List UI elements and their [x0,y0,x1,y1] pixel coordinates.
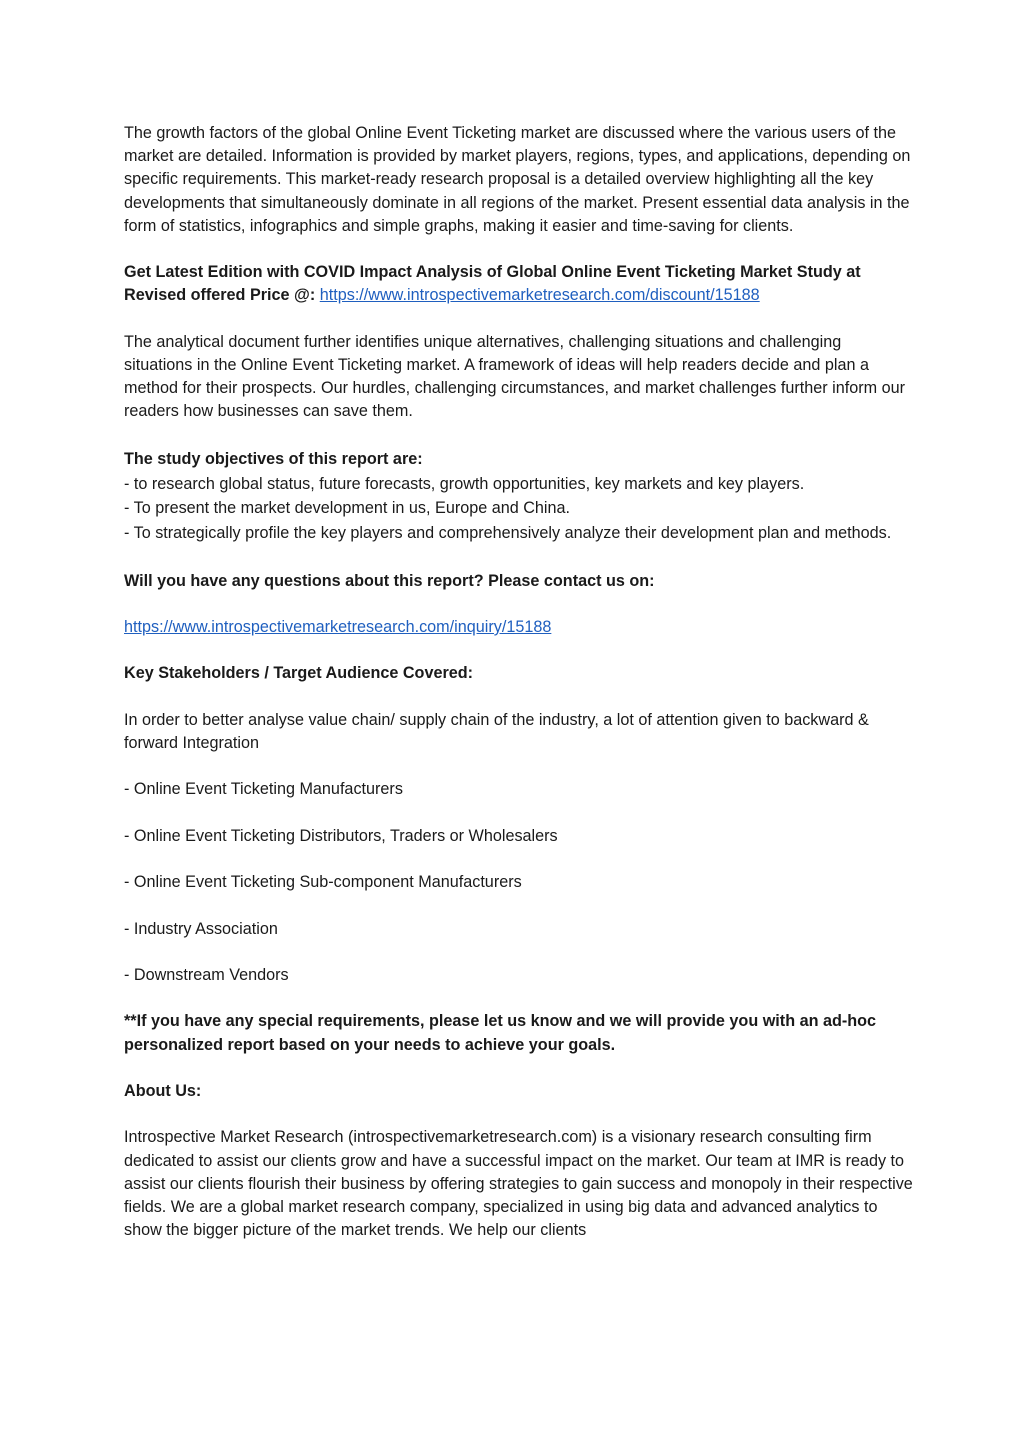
document-page [124,122,914,1266]
analysis-paragraph: The analytical document further identifies unique alternatives, challenging situations and challenging situations in the Online Event Ticketing market. A framework of ideas will help readers decide and plan a method for their prospects. Our hurdles, challenging circumstances, and market challenges further inform our readers how businesses can save them. [124,332,905,421]
contact-link-paragraph [124,616,914,639]
stakeholder-item: - Downstream Vendors [124,965,289,984]
about-paragraph: Introspective Market Research (introspectivemarketresearch.com) is a visionary research consulting firm dedicated to assist our clients grow and have a successful impact on the market. Our team at IMR is ready to assist our clients flourish their business by offering strategies to gain success and monopoly in their respective fields. We are a global market research company, specialized in using big data and advanced analytics to show the bigger picture of the market trends. We help our clients [124,1128,913,1240]
discount-link[interactable]: https://www.introspectivemarketresearch.com/discount/15188 [319,286,760,305]
stakeholders-heading: Key Stakeholders / Target Audience Covered: [124,664,474,683]
stakeholder-item: - Industry Association [124,919,278,938]
objectives-heading: The study objectives of this report are: [124,449,423,468]
stakeholder-item: - Online Event Ticketing Sub-component Manufacturers [124,873,522,892]
special-requirements-note: **If you have any special requirements, please let us know and we will provide you with an ad-hoc personalized report based on your needs to achieve your goals. [124,1012,877,1054]
objectives-section [124,447,914,546]
objective-item: - To strategically profile the key players and comprehensively analyze their development plan and methods. [124,523,892,542]
stakeholder-item: - Online Event Ticketing Manufacturers [124,780,403,799]
contact-question: Will you have any questions about this report? Please contact us on: [124,571,655,590]
objective-item: - To present the market development in us, Europe and China. [124,499,571,518]
stakeholder-item: - Online Event Ticketing Distributors, Traders or Wholesalers [124,826,558,845]
intro-paragraph: The growth factors of the global Online Event Ticketing market are discussed where the various users of the market are detailed. Information is provided by market players, regions, types, and applications, depending on specific requirements. This market-ready research proposal is a detailed overview highlighting all the key developments that simultaneously dominate in all regions of the market. Present essential data analysis in the form of statistics, infographics and simple graphs, making it easier and time-saving for clients. [124,124,911,235]
discount-label: Get Latest Edition with COVID Impact Analysis of Global Online Event Ticketing Market Study at Revised offered Price @: [124,263,861,305]
stakeholders-intro: In order to better analyse value chain/ supply chain of the industry, a lot of attention given to backward & forward Integration [124,710,869,752]
discount-paragraph [124,261,914,307]
objective-item: - to research global status, future forecasts, growth opportunities, key markets and key players. [124,474,805,493]
inquiry-link[interactable]: https://www.introspectivemarketresearch.com/inquiry/15188 [124,618,552,636]
about-heading: About Us: [124,1081,202,1100]
